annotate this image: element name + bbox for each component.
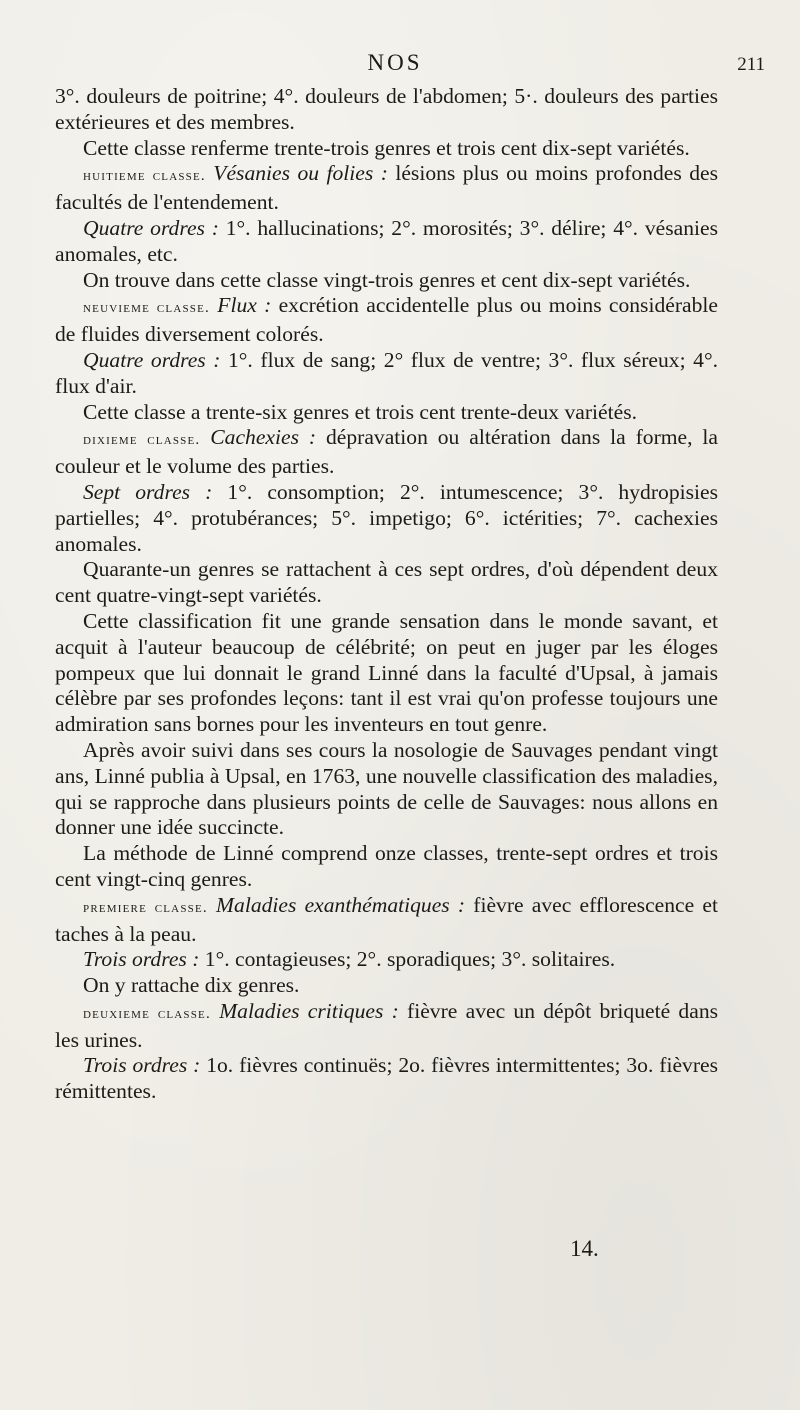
orders-list: 1°. flux de sang; 2° flux de ventre; 3°. flux séreux; 4°. flux d'air. xyxy=(55,347,718,398)
class-heading: deuxieme classe. xyxy=(83,1005,211,1022)
paragraph: On y rattache dix genres. xyxy=(83,973,300,998)
class-entry xyxy=(55,893,718,948)
class-description: fièvre avec efflorescence et taches à la peau. xyxy=(55,892,718,946)
orders-term: Quatre ordres : xyxy=(83,215,219,240)
page-header xyxy=(55,50,765,80)
class-term: Maladies exanthématiques : xyxy=(216,892,466,917)
running-head: NOS xyxy=(367,50,423,75)
paragraph: Cette classe a trente-six genres et trois cent trente-deux variétés. xyxy=(83,399,638,424)
paragraph: Quarante-un genres se rattachent à ces sept ordres, d'où dépendent deux cent quatre-vingt-sept variétés. xyxy=(55,557,718,608)
page-number: 211 xyxy=(737,54,765,75)
paragraph: 3°. douleurs de poitrine; 4°. douleurs de l'abdomen; 5·. douleurs des parties extérieures et des membres. xyxy=(55,84,718,134)
orders-list: 1o. fièvres continuës; 2o. fièvres intermittentes; 3o. fièvres rémittentes. xyxy=(55,1053,718,1104)
orders-term: Quatre ordres : xyxy=(83,347,221,372)
orders-entry xyxy=(55,216,718,268)
class-entry xyxy=(55,161,718,216)
orders-list: 1°. consomption; 2°. intumescence; 3°. hydropisies partielles; 4°. protubérances; 5°. impetigo; 6°. ictérities; 7°. cachexies anomales. xyxy=(55,479,719,556)
orders-list: 1°. hallucinations; 2°. morosités; 3°. délire; 4°. vésanies anomales, etc. xyxy=(55,215,718,266)
class-term: Vésanies ou folies : xyxy=(213,161,388,186)
class-description: excrétion accidentelle plus ou moins considérable de fluides diversement colorés. xyxy=(55,293,718,347)
orders-entry xyxy=(55,1053,718,1105)
class-heading: neuvieme classe. xyxy=(83,300,210,317)
class-entry xyxy=(55,999,718,1054)
class-entry xyxy=(55,425,718,480)
signature-mark: 14. xyxy=(570,1236,599,1261)
class-description: fièvre avec un dépôt briqueté dans les urines. xyxy=(55,998,719,1052)
orders-list: 1°. contagieuses; 2°. sporadiques; 3°. solitaires. xyxy=(199,947,616,972)
paragraph: Cette classe renferme trente-trois genres et trois cent dix-sept variétés. xyxy=(83,135,690,160)
paragraph: Après avoir suivi dans ses cours la nosologie de Sauvages pendant vingt ans, Linné publia à Upsal, en 1763, une nouvelle classification des maladies, qui se rapproche dans plusieurs points de celle de Sauvages: nous allons en donner une idée succincte. xyxy=(55,737,718,840)
body-text xyxy=(55,84,718,1105)
class-description: dépravation ou altération dans la forme, la couleur et le volume des parties. xyxy=(55,425,718,479)
class-term: Maladies critiques : xyxy=(219,998,399,1023)
orders-entry xyxy=(55,348,718,400)
class-heading: premiere classe. xyxy=(83,899,208,916)
orders-term: Trois ordres : xyxy=(83,1053,201,1078)
paragraph: La méthode de Linné comprend onze classes, trente-sept ordres et trois cent vingt-cinq genres. xyxy=(55,841,718,891)
orders-entry xyxy=(55,947,718,973)
class-term: Cachexies : xyxy=(210,425,317,450)
orders-entry xyxy=(55,480,718,557)
paragraph: On trouve dans cette classe vingt-trois genres et cent dix-sept variétés. xyxy=(83,267,691,292)
class-heading: dixieme classe. xyxy=(83,432,201,449)
orders-term: Sept ordres : xyxy=(83,479,213,504)
class-term: Flux : xyxy=(217,293,272,318)
class-heading: huitieme classe. xyxy=(83,168,206,185)
paragraph: Cette classification fit une grande sensation dans le monde savant, et acquit à l'auteur beaucoup de célébrité; on peut en juger par les éloges pompeux que lui donnait le grand Linné dans la faculté d'Upsal, à jamais célèbre par ses profondes leçons: tant il est vrai qu'on professe toujours une admiration sans bornes pour les inventeurs en tout genre. xyxy=(55,608,718,737)
class-description: lésions plus ou moins profondes des facultés de l'entendement. xyxy=(55,161,718,215)
orders-term: Trois ordres : xyxy=(83,947,200,972)
class-entry xyxy=(55,293,718,348)
